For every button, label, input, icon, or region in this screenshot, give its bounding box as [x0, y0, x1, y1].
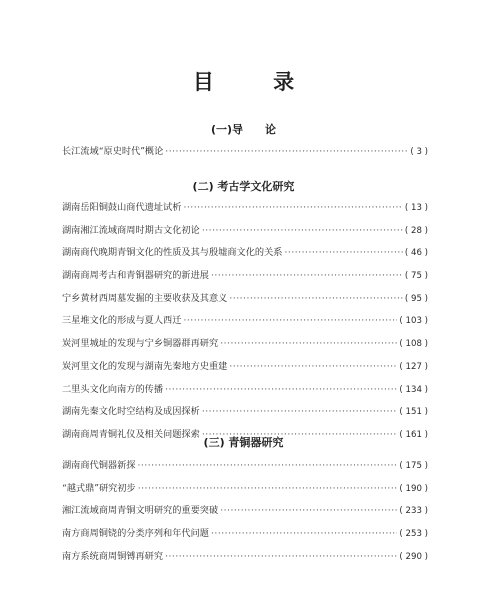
entry-page-number: ( 161 ) [399, 429, 428, 440]
leader-dots [183, 315, 397, 327]
toc-entry[interactable] [62, 338, 428, 361]
leader-dots [183, 202, 402, 214]
toc-entry[interactable] [62, 361, 428, 384]
entry-title: 湘江流域商周青铜文明研究的重要突破 [62, 505, 219, 517]
toc-entry[interactable] [62, 483, 428, 506]
entry-page-number: ( 127 ) [399, 361, 428, 372]
leader-dots [220, 505, 397, 517]
leader-dots [211, 270, 403, 282]
entry-page-number: ( 290 ) [399, 551, 428, 562]
entry-title: 湖南商代晚期青铜文化的性质及其与殷墟商文化的关系 [62, 247, 283, 259]
toc-entry[interactable] [62, 551, 428, 574]
leader-dots [229, 293, 403, 305]
entry-title: “越式鼎”研究初步 [62, 482, 136, 494]
entry-title: 长江流域“原史时代”概论 [62, 146, 164, 157]
entry-page-number: ( 95 ) [404, 293, 428, 304]
section-entries-archaeology [62, 202, 428, 452]
entry-page-number: ( 190 ) [399, 483, 428, 494]
entry-page-number: ( 103 ) [399, 316, 428, 327]
entry-title: 湖南岳阳铜鼓山商代遗址试析 [62, 202, 182, 213]
section-heading-bronzes: (三) 青铜器研究 [203, 436, 284, 449]
entry-page-number: ( 134 ) [399, 384, 428, 395]
entry-page-number: ( 233 ) [399, 506, 428, 517]
toc-entry[interactable] [62, 293, 428, 316]
entry-page-number: ( 253 ) [399, 529, 428, 540]
toc-entry[interactable] [62, 460, 428, 483]
toc-entry[interactable] [62, 225, 428, 248]
entry-title: 湖南商代铜器新探 [62, 460, 136, 471]
entry-page-number: ( 151 ) [399, 407, 428, 418]
leader-dots [165, 551, 397, 563]
toc-entry[interactable] [62, 528, 428, 551]
entry-page-number: ( 3 ) [410, 147, 428, 157]
leader-dots [229, 361, 397, 373]
toc-entry[interactable] [62, 505, 428, 528]
section-entries-bronzes [62, 460, 428, 573]
page-title: 目 录 [192, 69, 321, 94]
entry-title: 炭河里城址的发现与宁乡铜器群再研究 [62, 338, 219, 350]
entry-title: 三星堆文化的形成与夏人西迁 [62, 315, 182, 327]
entry-title: 南方系统商周铜镈再研究 [62, 550, 164, 562]
toc-entry[interactable] [62, 406, 428, 429]
toc-entry[interactable] [62, 146, 428, 169]
entry-page-number: ( 75 ) [404, 271, 428, 282]
leader-dots [138, 460, 398, 472]
leader-dots [202, 225, 403, 237]
section-entries-intro [62, 146, 428, 169]
leader-dots [211, 528, 397, 540]
entry-page-number: ( 13 ) [404, 203, 428, 213]
section-heading-archaeology: (二) 考古学文化研究 [192, 180, 295, 193]
toc-entry[interactable] [62, 202, 428, 225]
entry-title: 南方商周铜铙的分类序列和年代问题 [62, 528, 209, 540]
entry-title: 湖南先秦文化时空结构及成因探析 [62, 406, 200, 418]
entry-title: 宁乡黄材西周墓发掘的主要收获及其意义 [62, 292, 228, 304]
leader-dots [285, 247, 403, 259]
leader-dots [220, 338, 397, 350]
entry-title: 湖南商周青铜礼仪及相关问题探索 [62, 428, 200, 440]
entry-title: 湖南商周考古和青铜器研究的新进展 [62, 270, 209, 282]
leader-dots [138, 483, 398, 495]
toc-entry[interactable] [62, 384, 428, 407]
entry-title: 湖南湘江流域商周时期古文化初论 [62, 224, 200, 236]
entry-page-number: ( 46 ) [404, 248, 428, 259]
section-heading-intro: (一)导 论 [210, 123, 277, 136]
leader-dots [165, 384, 397, 396]
entry-page-number: ( 108 ) [399, 339, 428, 350]
entry-page-number: ( 28 ) [404, 225, 428, 236]
leader-dots [165, 146, 408, 158]
toc-entry[interactable] [62, 315, 428, 338]
entry-title: 二里头文化向南方的传播 [62, 383, 164, 395]
toc-entry[interactable] [62, 247, 428, 270]
entry-page-number: ( 175 ) [399, 461, 428, 471]
entry-title: 炭河里文化的发现与湖南先秦地方史重建 [62, 360, 228, 372]
leader-dots [202, 406, 398, 418]
toc-entry[interactable] [62, 270, 428, 293]
